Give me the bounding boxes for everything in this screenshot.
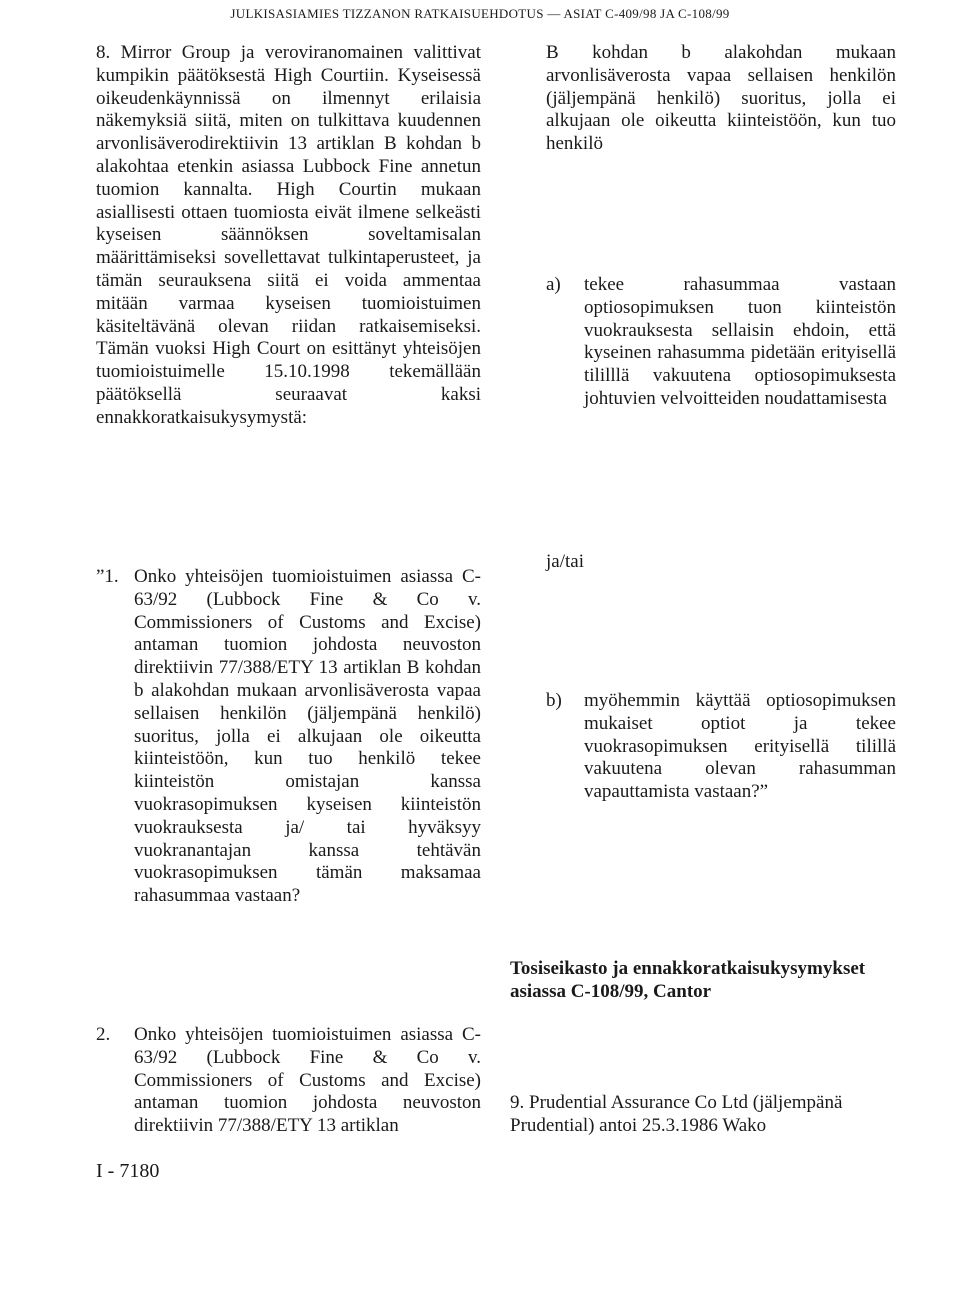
item-a-mark: a)	[546, 274, 561, 295]
question-2-number: 2.	[96, 1024, 111, 1045]
connector-text: ja/tai	[546, 551, 584, 572]
paragraph-9: 9. Prudential Assurance Co Ltd (jäljempänä Prudential) antoi 25.3.1986 Wako	[510, 1092, 843, 1136]
question-1-number: ”1.	[96, 566, 119, 587]
item-b	[546, 690, 896, 804]
intro-paragraph: B kohdan b alakohdan mukaan arvonlisäverosta vapaa sellaisen henkilön (jäljempänä henkilö) suoritus, jolla ei alkujaan ole oikeutta kiinteistöön, kun tuo henkilö	[546, 42, 896, 155]
question-2	[96, 1024, 481, 1138]
running-header: JULKISASIAMIES TIZZANON RATKAISUEHDOTUS — ASIAT C-409/98 JA C-108/99	[230, 6, 730, 21]
paragraph-8: 8. Mirror Group ja veroviranomainen valittivat kumpikin päätöksestä High Courtiin. Kyseisessä oikeudenkäynnissä on ilmennyt erilaisia näkemyksiä siitä, miten on tulkittava kuudennen arvonlisäverodirektiivin 13 artiklan B kohdan b alakohtaa etenkin asiassa Lubbock Fine annetun tuomion kannalta. High Courtin mukaan asiallisesti ottaen tuomiosta eivät ilmene selkeästi kyseisen säännöksen soveltamisalan määrittämiseksi sovellettavat tulkintaperusteet, ja tämän seurauksena siitä ei voida ammentaa mitään varmaa kyseisen tuomioistuimen käsiteltävänä olevan riidan ratkaisemiseksi. Tämän vuoksi High Court on esittänyt yhteisöjen tuomioistuimelle 15.10.1998 tekemällään päätöksellä seuraavat kaksi ennakkoratkaisukysymystä:	[96, 42, 481, 428]
item-a	[546, 274, 896, 411]
question-2-text: Onko yhteisöjen tuomioistuimen asiassa C-63/92 (Lubbock Fine & Co v. Commissioners of Customs and Excise) antaman tuomion johdosta neuvoston direktiivin 77/388/ETY 13 artiklan	[134, 1024, 481, 1137]
item-b-text: myöhemmin käyttää optiosopimuksen mukaiset optiot ja tekee vuokrasopimuksen erityisellä tilillä vakuutena olevan rahasumman vapauttamista vastaan?”	[584, 690, 896, 803]
item-b-mark: b)	[546, 690, 562, 711]
page-number: I - 7180	[96, 1160, 160, 1182]
question-1-text: Onko yhteisöjen tuomioistuimen asiassa C-63/92 (Lubbock Fine & Co v. Commissioners of Customs and Excise) antaman tuomion johdosta neuvoston direktiivin 77/388/ETY 13 artiklan B kohdan b alakohdan mukaan arvonlisäverosta vapaa sellaisen henkilön (jäljempänä henkilö) suoritus, jolla ei alkujaan ole oikeutta kiinteistöön, kun tuo henkilö tekee kiinteistön omistajan kanssa vuokrasopimuksen kyseisen kiinteistön vuokrauksesta ja/ tai hyväksyy vuokranantajan kanssa tehtävän vuokrasopimuksen tämän maksamaa rahasummaa vastaan?	[134, 566, 481, 907]
section-heading: Tosiseikasto ja ennakkoratkaisukysymykset asiassa C-108/99, Cantor	[510, 958, 866, 1002]
item-a-text: tekee rahasummaa vastaan optiosopimuksen tuon kiinteistön vuokrauksesta sellaisin ehdoin, että kyseinen rahasumma pidetään erityisellä tililllä vakuutena optiosopimuksesta johtuvien velvoitteiden noudattamisesta	[584, 274, 896, 409]
question-1	[96, 566, 481, 908]
